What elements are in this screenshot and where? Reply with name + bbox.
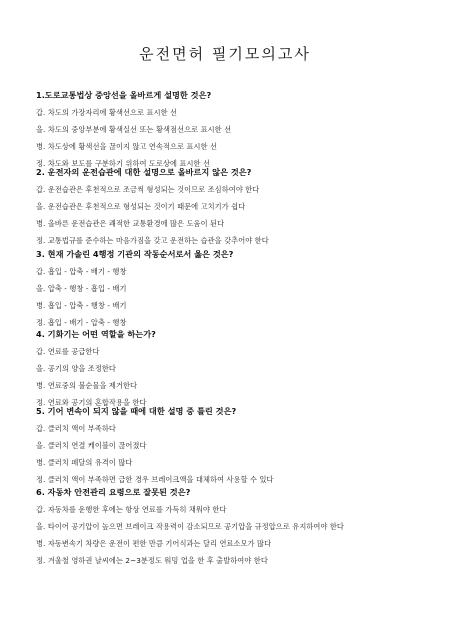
question-4 xyxy=(36,328,436,408)
answer-option xyxy=(36,124,436,135)
answer-option-text: 을. 클러치 연결 케이블이 끊어졌다 xyxy=(36,441,147,450)
answer-option xyxy=(36,218,436,229)
document-title: 운전면허 필기모의고사 xyxy=(139,45,311,63)
answer-option-text: 정. 클러치 액이 부족하면 급한 경우 브레이크액을 대체하여 사용할 수 있다 xyxy=(36,475,274,484)
answer-option xyxy=(36,521,436,532)
answer-option-text: 갑. 흡입 - 압축 - 배기 - 행창 xyxy=(36,267,127,276)
answer-option xyxy=(36,380,436,391)
answer-option-text: 병. 연료중의 불순물을 제거한다 xyxy=(36,381,138,390)
answer-option xyxy=(36,346,436,357)
answer-option xyxy=(36,457,436,468)
answer-option-text: 갑. 운전습관은 후천적으로 조금씩 형성되는 것이므로 조심하여야 한다 xyxy=(36,185,260,194)
question-2 xyxy=(36,166,436,246)
question-title: 6. 자동차 안전관리 요령으로 잘못된 것은? xyxy=(36,487,191,497)
question-1 xyxy=(36,89,436,169)
answer-option xyxy=(36,300,436,311)
answer-option-text: 갑. 차도의 가장자리에 황색선으로 표시한 선 xyxy=(36,108,178,117)
answer-option xyxy=(36,184,436,195)
answer-option xyxy=(36,423,436,434)
answer-option xyxy=(36,283,436,294)
answer-option xyxy=(36,141,436,152)
question-title: 4. 기화기는 어떤 역할을 하는가? xyxy=(36,329,156,339)
answer-option xyxy=(36,474,436,485)
answer-option-text: 정. 교통법규를 준수하는 마음가짐을 갖고 운전하는 습관을 갖추어야 한다 xyxy=(36,236,269,245)
answer-option-text: 을. 운전습관은 후천적으로 형성되는 것이기 때문에 고치기가 쉽다 xyxy=(36,202,246,211)
question-title: 3. 현재 가솔린 4행정 기관의 작동순서로서 옳은 것은? xyxy=(36,249,234,259)
answer-option-text: 을. 차도의 중앙부분에 황색실선 또는 황색점선으로 표시한 선 xyxy=(36,125,232,134)
answer-option-text: 을. 공기의 양을 조정한다 xyxy=(36,364,116,373)
answer-option xyxy=(36,235,436,246)
answer-option-text: 갑. 클러치 액이 부족하다 xyxy=(36,424,116,433)
answer-option-text: 병. 자동변속기 차량은 운전이 편한 만큼 기어식과는 달리 연료소모가 많다 xyxy=(36,539,272,548)
answer-option-text: 정. 흡입 - 배기 - 압축 - 행창 xyxy=(36,318,127,327)
answer-option xyxy=(36,266,436,277)
question-3 xyxy=(36,248,436,328)
question-title: 2. 운전자의 운전습관에 대한 설명으로 올바르지 않은 것은? xyxy=(36,167,252,177)
answer-option-text: 정. 연료와 공기의 혼합작용을 한다 xyxy=(36,398,147,407)
answer-option-text: 을. 타이어 공기압이 높으면 브레이크 작용력이 감소되므로 공기압을 규정압으로 유지하여야 한다 xyxy=(36,522,344,531)
answer-option-text: 병. 차도상에 황색선을 끊이지 않고 연속적으로 표시한 선 xyxy=(36,142,218,151)
question-title: 1.도로교통법상 중앙선을 올바르게 설명한 것은? xyxy=(36,90,212,100)
answer-option xyxy=(36,201,436,212)
answer-option-text: 병. 올바른 운전습관은 쾌적한 교통환경에 많은 도움이 된다 xyxy=(36,219,225,228)
answer-option-text: 병. 흡입 - 압축 - 행창 - 배기 xyxy=(36,301,127,310)
answer-option-text: 갑. 연료를 공급한다 xyxy=(36,347,100,356)
answer-option-text: 을. 압축 - 행창 - 흡입 - 배기 xyxy=(36,284,127,293)
answer-option xyxy=(36,107,436,118)
answer-option-text: 정. 차도와 보도를 구분하기 위하여 도로상에 표시한 선 xyxy=(36,159,211,168)
answer-option xyxy=(36,538,436,549)
answer-option-text: 병. 클러치 페달의 유격이 많다 xyxy=(36,458,133,467)
answer-option xyxy=(36,363,436,374)
answer-option-text: 정. 겨울철 영하권 날씨에는 2~3분정도 워밍 업을 한 후 출발하여야 한다 xyxy=(36,556,268,565)
answer-option xyxy=(36,555,436,566)
answer-option xyxy=(36,317,436,328)
question-6 xyxy=(36,486,436,566)
question-title: 5. 기어 변속이 되지 않을 때에 대한 설명 중 틀린 것은? xyxy=(36,406,237,416)
question-5 xyxy=(36,405,436,485)
answer-option xyxy=(36,440,436,451)
answer-option xyxy=(36,504,436,515)
answer-option-text: 갑. 자동차를 운행한 후에는 항상 연료를 가득히 채워야 한다 xyxy=(36,505,227,514)
